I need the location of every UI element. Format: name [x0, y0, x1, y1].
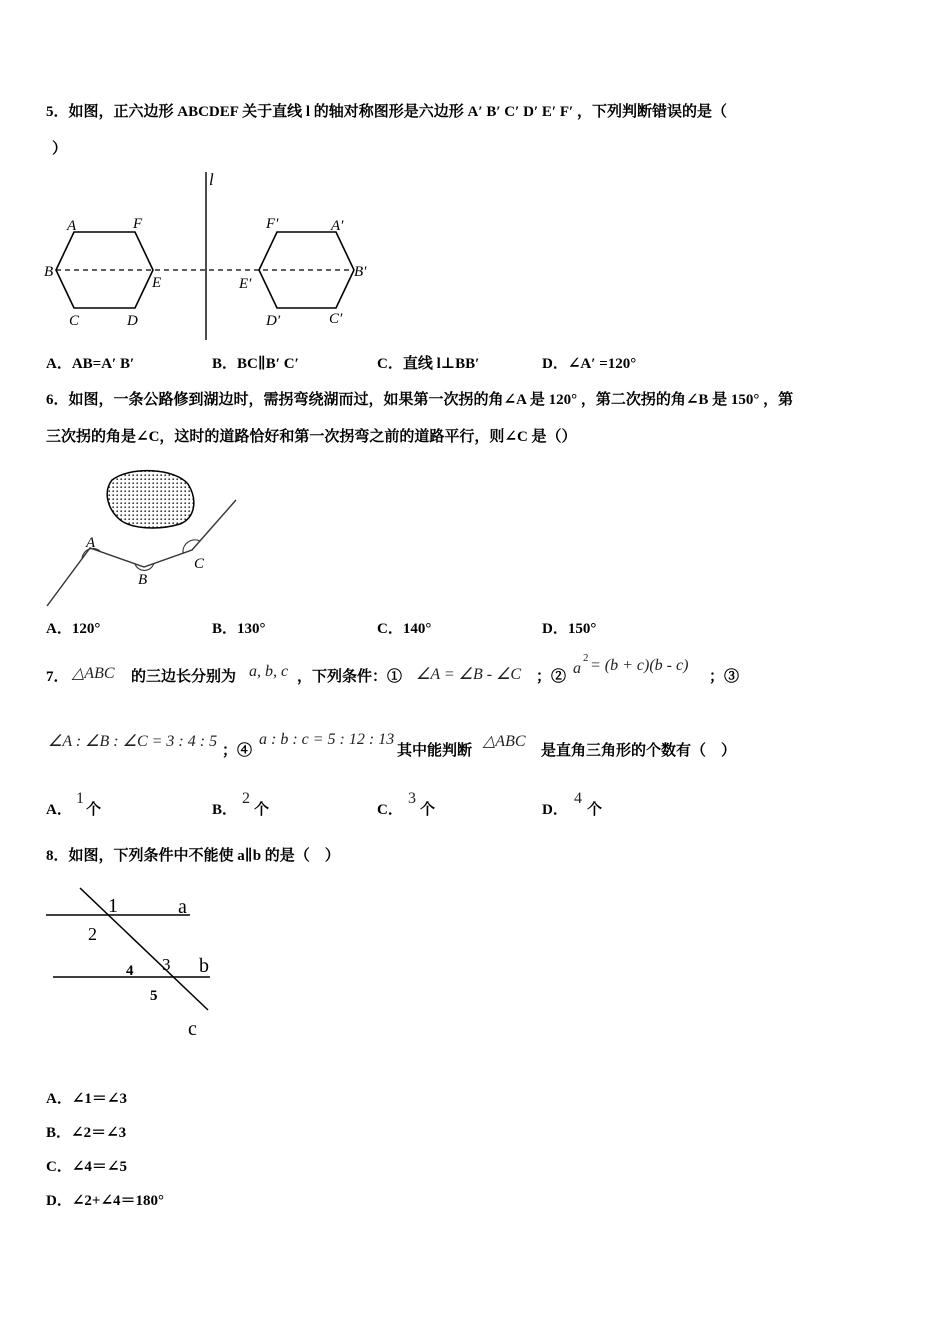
q6-option-a: A．120°	[46, 621, 101, 637]
q7-text1: 的三边长分别为	[131, 669, 237, 685]
q8-stem: 8．如图，下列条件中不能使 a∥b 的是（ ）	[46, 848, 340, 864]
q8-option-b: B．∠2＝∠3	[46, 1125, 127, 1141]
figure-label-b: b	[199, 955, 209, 977]
q7-condition4: a : b : c = 5 : 12 : 13	[259, 731, 395, 748]
figure-label-1: 1	[108, 895, 118, 917]
q7-text5: ；④	[222, 743, 253, 759]
q5-stem-line1: 5．如图，正六边形 ABCDEF 关于直线 l 的轴对称图形是六边形 A′ B′ C′ D′ E′ F′ ，下列判断错误的是（	[46, 104, 728, 120]
q8-option-d: D．∠2+∠4＝180°	[46, 1193, 165, 1209]
q8-parallel-lines-figure	[40, 882, 230, 1042]
q7-text2: ，下列条件：①	[297, 669, 403, 685]
figure-label-D: D′	[266, 313, 281, 329]
q7-text3: ；②	[536, 669, 567, 685]
q5-option-c: C．直线 l⊥BB′	[377, 356, 480, 372]
figure-label-E: E	[152, 275, 162, 291]
figure-label-F: F	[133, 216, 143, 232]
q5-hexagon-figure	[40, 168, 390, 346]
q7-text7: 是直角三角形的个数有（ ）	[541, 743, 737, 759]
line-c	[80, 888, 208, 1010]
q7-condition2-sup: 2	[583, 652, 589, 664]
q7-condition2-a: a	[573, 660, 581, 677]
q5-stem-line2: ）	[52, 141, 68, 157]
figure-label-a: a	[178, 896, 187, 918]
figure-label-2: 2	[88, 924, 97, 944]
q6-stem-line1: 6．如图，一条公路修到湖边时，需拐弯绕湖而过，如果第一次拐的角∠A 是 120° ，第二次拐的角∠B 是 150° ，第	[46, 392, 794, 408]
q5-option-d: D．∠A′ =120°	[542, 356, 637, 372]
q7-condition1: ∠A = ∠B - ∠C	[416, 666, 522, 683]
q6-stem-line2: 三次拐的角是∠C，这时的道路恰好和第一次拐弯之前的道路平行，则∠C 是（）	[46, 429, 577, 445]
q7-triangle: △ABC	[72, 665, 115, 682]
figure-label-A: A	[67, 218, 77, 234]
figure-label-B: B	[138, 572, 148, 588]
q7-condition3: ∠A : ∠B : ∠C = 3 : 4 : 5	[48, 733, 218, 750]
figure-label-5: 5	[150, 988, 158, 1004]
figure-label-C: C′	[329, 311, 343, 327]
q8-option-c: C．∠4＝∠5	[46, 1159, 127, 1175]
q6-option-d: D．150°	[542, 621, 597, 637]
figure-label-c: c	[188, 1018, 197, 1040]
q8-option-a: A．∠1＝∠3	[46, 1091, 127, 1107]
q6-option-b: B．130°	[212, 621, 266, 637]
label-l: l	[209, 170, 214, 189]
figure-label-B: B	[44, 264, 54, 280]
figure-label-F: F′	[266, 216, 279, 232]
figure-label-C: C	[69, 313, 80, 329]
figure-label-C: C	[194, 556, 205, 572]
figure-label-A: A′	[331, 218, 344, 234]
figure-label-3: 3	[162, 955, 171, 974]
q5-option-b: B．BC∥B′ C′	[212, 356, 299, 372]
q7-text4: ；③	[709, 669, 740, 685]
lake	[107, 471, 194, 528]
figure-label-D: D	[127, 313, 138, 329]
q6-option-c: C．140°	[377, 621, 432, 637]
figure-label-A: A	[86, 535, 96, 551]
figure-label-B: B′	[354, 264, 367, 280]
q7-num: 7．	[46, 669, 69, 685]
figure-label-E: E′	[239, 276, 252, 292]
q5-option-a: A．AB=A′ B′	[46, 356, 135, 372]
q7-condition2-b: = (b + c)(b - c)	[590, 657, 689, 674]
q6-lake-road-figure	[40, 462, 250, 612]
q7-sides: a, b, c	[249, 663, 289, 680]
q7-triangle2: △ABC	[483, 733, 526, 750]
figure-label-4: 4	[126, 963, 134, 979]
q7-text6: 其中能判断	[397, 743, 473, 759]
